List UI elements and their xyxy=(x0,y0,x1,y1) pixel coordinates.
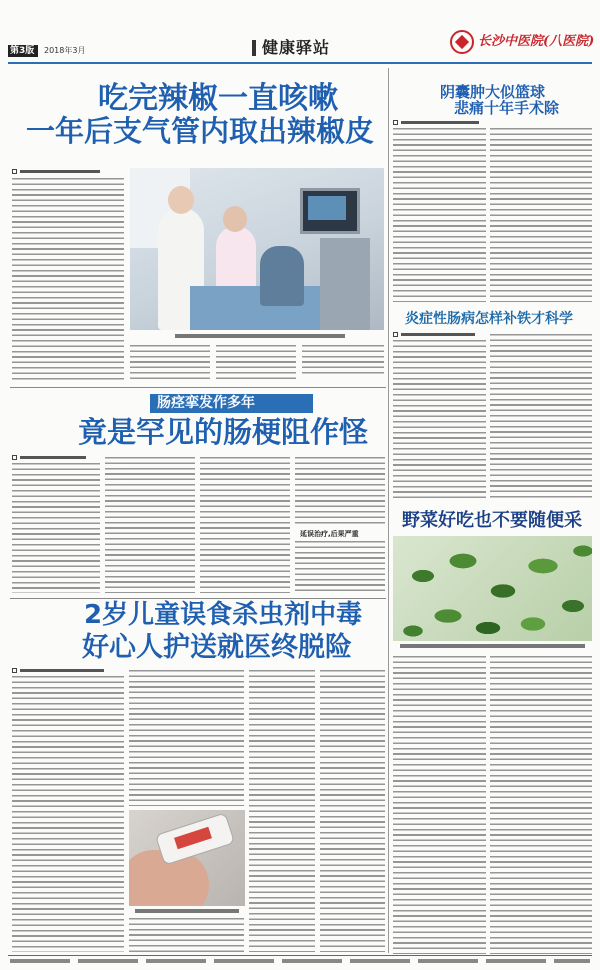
body-text-column xyxy=(200,457,290,593)
article-title-line1: 2岁儿童误食杀虫剂中毒 xyxy=(84,600,363,630)
article-title: 竟是罕见的肠梗阻作怪 xyxy=(78,415,369,449)
body-text-column xyxy=(393,128,486,302)
section-rule xyxy=(10,598,386,599)
article-byline xyxy=(12,455,92,461)
article-title-line2: 好心人护送就医终脱险 xyxy=(82,632,352,663)
photo-caption xyxy=(400,644,585,648)
article-kicker: 肠痉挛发作多年 xyxy=(157,395,255,411)
body-text-column xyxy=(129,918,244,952)
photo-equipment-cart xyxy=(320,238,370,330)
article-byline xyxy=(393,120,483,126)
article-title-line1: 阴囊肿大似篮球 xyxy=(440,83,546,101)
footer-info xyxy=(10,959,590,963)
photo-caption xyxy=(135,909,239,913)
column-divider xyxy=(388,68,389,953)
article-title-line2: 悲痛十年手术除 xyxy=(454,99,560,117)
article-byline xyxy=(12,668,112,674)
photo-patient-figure xyxy=(260,246,304,306)
article-scrotum xyxy=(390,64,600,304)
article-byline xyxy=(12,169,112,175)
body-text-column xyxy=(490,334,592,500)
body-text-column xyxy=(295,541,385,593)
page-number: 第3版 xyxy=(10,46,35,56)
body-text-column xyxy=(12,178,124,383)
photo-leaves xyxy=(393,536,592,641)
body-text-column xyxy=(302,345,384,375)
article-ibd xyxy=(390,304,600,504)
body-text-column xyxy=(320,670,385,952)
body-text-column xyxy=(393,656,486,954)
body-text-column xyxy=(130,345,210,383)
article-chili xyxy=(0,64,388,386)
body-text-column xyxy=(490,656,592,954)
article-wild-vegetables xyxy=(390,504,600,960)
photo-pesticide-bottle xyxy=(129,810,245,906)
photo-nurse-head xyxy=(223,206,247,232)
article-pesticide xyxy=(0,600,388,955)
body-text-column xyxy=(393,340,486,500)
body-text-column xyxy=(490,128,592,302)
footer-rule xyxy=(8,955,592,956)
body-text-column xyxy=(295,457,385,527)
logo-wordmark: 长沙中医院(八医院) xyxy=(478,34,595,49)
photo-wild-vegetables xyxy=(393,536,592,641)
article-title-line1: 吃完辣椒一直咳嗽 xyxy=(98,81,338,116)
page-header xyxy=(0,0,600,64)
article-obstruction xyxy=(0,389,388,597)
photo-doctor-head xyxy=(168,186,194,214)
photo-monitor-screen xyxy=(308,196,346,220)
body-text-column xyxy=(249,670,315,952)
photo-caption xyxy=(175,334,345,338)
hospital-logo xyxy=(450,28,595,58)
body-text-column xyxy=(216,345,296,383)
article-byline xyxy=(393,332,483,338)
body-text-column xyxy=(129,670,244,806)
photo-bronchoscopy xyxy=(130,168,384,330)
issue-date: 2018年3月 xyxy=(44,46,86,55)
section-marker xyxy=(252,40,256,56)
body-text-column xyxy=(105,457,195,593)
section-title: 健康驿站 xyxy=(262,38,331,57)
section-rule xyxy=(10,387,386,388)
body-text-column xyxy=(12,676,124,952)
article-title: 炎症性肠病怎样补铁才科学 xyxy=(405,311,573,327)
body-text-column xyxy=(12,463,100,593)
article-title-line2: 一年后支气管内取出辣椒皮 xyxy=(26,114,375,148)
article-subhead: 延误治疗,后果严重 xyxy=(300,530,359,538)
article-title: 野菜好吃也不要随便采 xyxy=(402,510,582,531)
